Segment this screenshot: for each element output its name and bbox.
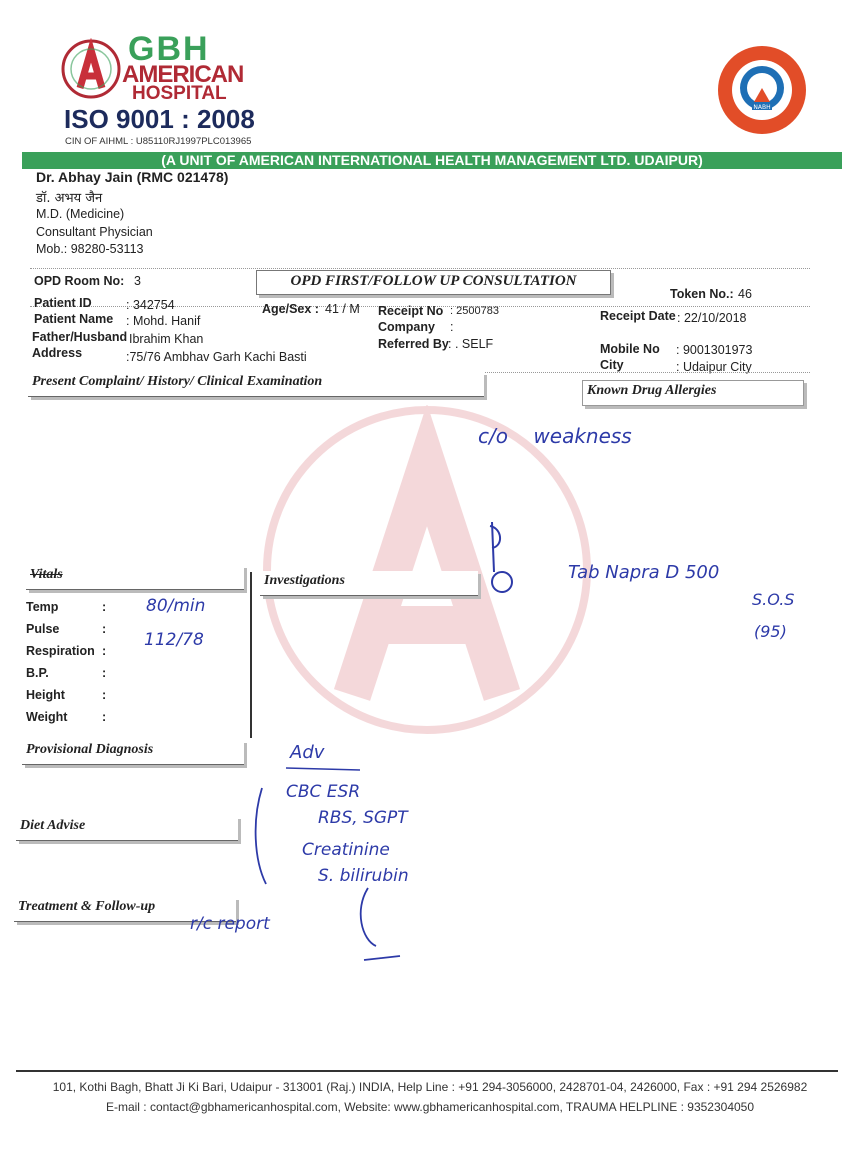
nabh-label: NABH	[753, 104, 771, 111]
section-diagnosis-label: Provisional Diagnosis	[26, 742, 154, 757]
handwritten-rx-sos: S.O.S	[752, 590, 795, 609]
handwritten-adv-2: RBS, SGPT	[318, 808, 408, 828]
section-treatment-label: Treatment & Follow-up	[18, 899, 156, 914]
handwritten-rx-qty: (95)	[754, 622, 787, 641]
vital-colon: :	[102, 688, 107, 702]
vital-row	[26, 622, 116, 644]
vital-label: Weight	[26, 710, 68, 724]
vital-label: B.P.	[26, 666, 49, 680]
vital-row	[26, 666, 116, 688]
doctor-name-hindi: डॉ. अभय जैन	[36, 191, 103, 206]
handwritten-complaint: c/o weakness	[478, 424, 632, 448]
vital-label: Respiration	[26, 644, 95, 658]
company-value: :	[450, 320, 454, 334]
unit-banner	[22, 152, 842, 169]
referred-value: : . SELF	[448, 337, 494, 351]
age-sex: 41 / M	[325, 302, 360, 316]
section-diet-label: Diet Advise	[20, 818, 86, 833]
patient-name-label: Patient Name	[34, 312, 114, 326]
receipt-date-label: Receipt Date	[600, 309, 676, 323]
logo-american: AMERICAN	[122, 61, 244, 88]
nabh-seal-icon	[716, 44, 808, 136]
handwritten-adv-4: S. bilirubin	[318, 866, 409, 886]
patient-name: : Mohd. Hanif	[126, 314, 201, 328]
patient-id-label: Patient ID	[34, 296, 92, 310]
vital-colon: :	[102, 666, 107, 680]
receipt-date: : 22/10/2018	[677, 311, 747, 325]
section-vitals	[26, 565, 244, 590]
iso-text: ISO 9001 : 2008	[64, 104, 255, 134]
city-label: City	[600, 358, 624, 372]
vitals-divider	[250, 572, 252, 738]
father-label: Father/Husband	[32, 330, 128, 344]
vital-row	[26, 644, 116, 666]
receipt-no-label: Receipt No	[378, 304, 444, 318]
vitals-list	[26, 600, 116, 732]
logo-hospital: HOSPITAL	[132, 83, 227, 104]
section-diet	[16, 816, 238, 841]
section-complaint	[28, 372, 484, 397]
vital-label: Temp	[26, 600, 59, 614]
doctor-mobile: Mob.: 98280-53113	[36, 242, 144, 256]
referred-label: Referred By	[378, 337, 449, 351]
vital-label: Pulse	[26, 622, 60, 636]
vital-row	[26, 600, 116, 622]
logo-emblem-icon	[60, 38, 122, 100]
divider	[30, 268, 810, 269]
doctor-role: Consultant Physician	[36, 225, 153, 239]
city-value: : Udaipur City	[676, 360, 752, 374]
address-value: :75/76 Ambhav Garh Kachi Basti	[126, 350, 307, 364]
token-value: 46	[738, 287, 752, 301]
rx-symbol-icon	[480, 518, 520, 608]
section-allergies-label: Known Drug Allergies	[587, 383, 717, 398]
section-complaint-label: Present Complaint/ History/ Clinical Examination	[32, 374, 323, 389]
receipt-no: : 2500783	[450, 305, 499, 317]
footer-contact: E-mail : contact@gbhamericanhospital.com, Website: www.gbhamericanhospital.com, TRAUMA HELPLINE : 9352304050	[105, 1100, 755, 1114]
handwritten-bp: 112/78	[144, 630, 204, 650]
vital-label: Height	[26, 688, 65, 702]
doctor-name: Dr. Abhay Jain (RMC 021478)	[36, 169, 229, 185]
patient-id: : 342754	[126, 298, 175, 312]
vital-colon: :	[102, 644, 107, 658]
doctor-degree: M.D. (Medicine)	[36, 207, 125, 221]
handwritten-adv-3: Creatinine	[302, 840, 390, 860]
signature-icon	[250, 760, 410, 980]
cin-text: CIN OF AIHML : U85110RJ1997PLC013965	[65, 136, 252, 147]
vital-colon: :	[102, 622, 107, 636]
opd-room: 3	[134, 274, 141, 288]
section-vitals-label: Vitals	[30, 567, 63, 582]
mobile-label: Mobile No	[600, 342, 660, 356]
handwritten-adv: Adv	[290, 742, 325, 763]
hospital-logo	[60, 30, 270, 106]
address-label: Address	[32, 346, 83, 360]
opd-room-label: OPD Room No:	[34, 274, 125, 288]
banner-text: (A UNIT OF AMERICAN INTERNATIONAL HEALTH MANAGEMENT LTD. UDAIPUR)	[161, 152, 703, 168]
section-investigations-label: Investigations	[264, 573, 345, 588]
vital-row	[26, 688, 116, 710]
vital-colon: :	[102, 600, 107, 614]
handwritten-rx: Tab Napra D 500	[568, 562, 720, 583]
father-value: Ibrahim Khan	[129, 332, 204, 346]
section-diagnosis	[22, 740, 244, 765]
form-title	[256, 270, 611, 295]
vital-colon: :	[102, 710, 107, 724]
vital-row	[26, 710, 116, 732]
watermark-logo-icon	[262, 405, 592, 735]
footer-rule	[16, 1070, 838, 1072]
handwritten-adv-1: CBC ESR	[286, 782, 361, 802]
section-investigations	[260, 571, 478, 596]
handwritten-pulse: 80/min	[146, 596, 206, 616]
section-allergies	[582, 380, 804, 406]
form-title-text: OPD FIRST/FOLLOW UP CONSULTATION	[290, 273, 577, 289]
company-label: Company	[378, 320, 435, 334]
mobile-value: : 9001301973	[676, 343, 753, 357]
logo-gbh: GBH	[128, 30, 210, 68]
footer-address: 101, Kothi Bagh, Bhatt Ji Ki Bari, Udaipur - 313001 (Raj.) INDIA, Help Line : +91 294-3056000, 2428701-04, 2426000, Fax : +91 294 2526982	[52, 1080, 808, 1094]
token-label: Token No.:	[670, 287, 734, 301]
age-sex-label: Age/Sex :	[262, 302, 319, 316]
handwritten-review: r/c report	[190, 914, 270, 934]
